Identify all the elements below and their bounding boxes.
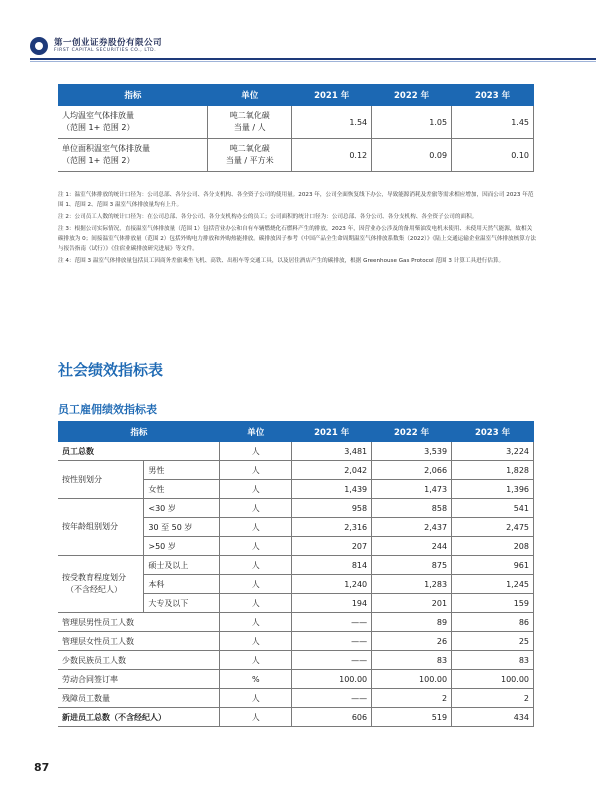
value-2021: 1,240 [292,575,372,594]
value-2023: 208 [452,537,534,556]
row-unit: 人 [220,613,292,632]
table-row [58,106,534,139]
value-2021: 1,439 [292,480,372,499]
row-unit: 人 [220,461,292,480]
row-label: 单位面积温室气体排放量 （范围 1+ 范围 2） [58,139,208,172]
row-unit: 吨二氧化碳 当量 / 平方米 [208,139,292,172]
row-label: <30 岁 [144,499,220,518]
row-unit: 人 [220,651,292,670]
value-2021: 207 [292,537,372,556]
category-label: 按年龄组别划分 [58,499,144,556]
table-row [58,689,534,708]
value-2021: 958 [292,499,372,518]
row-unit: % [220,670,292,689]
value-2021: —— [292,651,372,670]
value-2023: 3,224 [452,442,534,461]
row-label: 30 至 50 岁 [144,518,220,537]
value-2023: 86 [452,613,534,632]
company-name-en: FIRST CAPITAL SECURITIES CO., LTD. [54,47,157,53]
value-2022: 3,539 [372,442,452,461]
row-label: 硕士及以上 [144,556,220,575]
header-2021: 2021 年 [292,421,372,442]
row-unit: 人 [220,594,292,613]
page-number: 87 [34,761,50,774]
sub-title: 员工雇佣绩效指标表 [58,403,157,416]
table-row [58,499,534,518]
header-divider-thin [30,61,596,62]
table-row [58,670,534,689]
emission-intensity-table [58,84,534,172]
value-2022: 2,066 [372,461,452,480]
value-2023: 83 [452,651,534,670]
footnotes [58,190,536,268]
header-divider [30,58,596,60]
category-label: 按性别划分 [58,461,144,499]
value-2021: —— [292,613,372,632]
row-label: 少数民族员工人数 [58,651,220,670]
footnote-1: 注 1：温室气体排放的统计口径为：公司总部、各分公司、各分支机构、各全资子公司的使用量。2023 年，公司全面恢复线下办公，导致能源消耗及差旅等需求相应增加，因而公司 2023 年范围 1、范围 2、范围 3 温室气体排放量均有上升。 [58,192,534,208]
table-row [58,461,534,480]
row-label: 新进员工总数（不含经纪人） [58,708,220,727]
value-2023: 0.10 [452,139,534,172]
value-2023: 2 [452,689,534,708]
row-unit: 吨二氧化碳 当量 / 人 [208,106,292,139]
value-2022: 89 [372,613,452,632]
header-unit: 单位 [208,84,292,106]
value-2022: 0.09 [372,139,452,172]
section-title: 社会绩效指标表 [58,361,164,379]
value-2023: 434 [452,708,534,727]
row-label: 男性 [144,461,220,480]
company-header [30,36,162,56]
row-unit: 人 [220,632,292,651]
row-label: 残障员工数量 [58,689,220,708]
value-2021: 194 [292,594,372,613]
value-2023: 2,475 [452,518,534,537]
row-unit: 人 [220,708,292,727]
row-label: >50 岁 [144,537,220,556]
value-2022: 1,283 [372,575,452,594]
row-unit: 人 [220,480,292,499]
row-label: 大专及以下 [144,594,220,613]
value-2023: 541 [452,499,534,518]
row-label: 劳动合同签订率 [58,670,220,689]
value-2022: 519 [372,708,452,727]
value-2023: 1,245 [452,575,534,594]
value-2023: 25 [452,632,534,651]
company-name-cn: 第一创业证券股份有限公司 [54,37,163,48]
header-2023: 2023 年 [452,421,534,442]
table-row [58,613,534,632]
value-2023: 1,396 [452,480,534,499]
row-label: 员工总数 [58,442,220,461]
value-2021: —— [292,689,372,708]
row-unit: 人 [220,689,292,708]
value-2023: 159 [452,594,534,613]
row-unit: 人 [220,442,292,461]
header-indicator: 指标 [58,84,208,106]
table-row [58,708,534,727]
footnote-2: 注 2：公司员工人数的统计口径为：在公司总部、各分公司、各分支机构办公的员工；公司面积的统计口径为：公司总部、各分公司、各分支机构、各全资子公司的面积。 [58,214,478,220]
table-row [58,556,534,575]
value-2021: 0.12 [292,139,372,172]
value-2023: 961 [452,556,534,575]
table-row [58,442,534,461]
value-2022: 1.05 [372,106,452,139]
table-row [58,632,534,651]
value-2022: 1,473 [372,480,452,499]
header-2023: 2023 年 [452,84,534,106]
table-header-row [58,421,534,442]
value-2022: 2,437 [372,518,452,537]
value-2021: 2,042 [292,461,372,480]
value-2021: 606 [292,708,372,727]
value-2022: 2 [372,689,452,708]
footnote-3: 注 3：根据公司实际情况，直接温室气体排放量（范围 1）包括营业办公和自有车辆燃烧化石燃料产生的排放，2023 年，因营业办公涉及的备用柴油发电机未使用、未使用天然气能源，故相关碳排放为 0；间接温室气体排放量（范围 2）包括外购电力排放和外购热能排放。碳排放因子参考《中国产品全生命周期温室气体排放系数集（2022）》《陆上交通运输企业温室气体排放核算方法与报告指南（试行）》《住宿业碳排放研究进展》等文件。 [58,226,536,252]
value-2021: 1.54 [292,106,372,139]
table-row [58,651,534,670]
value-2022: 858 [372,499,452,518]
value-2021: 2,316 [292,518,372,537]
header-indicator: 指标 [58,421,220,442]
row-label: 本科 [144,575,220,594]
row-unit: 人 [220,575,292,594]
category-label: 按受教育程度划分 （不含经纪人） [58,556,144,613]
value-2022: 83 [372,651,452,670]
value-2022: 26 [372,632,452,651]
row-label: 管理层女性员工人数 [58,632,220,651]
row-label: 管理层男性员工人数 [58,613,220,632]
header-2022: 2022 年 [372,84,452,106]
value-2021: —— [292,632,372,651]
value-2022: 100.00 [372,670,452,689]
company-logo-icon [30,37,48,55]
value-2022: 875 [372,556,452,575]
header-2022: 2022 年 [372,421,452,442]
row-label: 人均温室气体排放量 （范围 1+ 范围 2） [58,106,208,139]
footnote-4: 注 4：范围 3 温室气体排放量包括员工因商务差旅乘坐飞机、高铁、出租车等交通工具，以及居住酒店产生的碳排放，根据 Greenhouse Gas Protocol 范围 3 计算工具进行估算。 [58,258,505,264]
header-unit: 单位 [220,421,292,442]
value-2023: 1.45 [452,106,534,139]
value-2022: 201 [372,594,452,613]
row-unit: 人 [220,499,292,518]
table-row [58,139,534,172]
row-label: 女性 [144,480,220,499]
value-2021: 814 [292,556,372,575]
row-unit: 人 [220,537,292,556]
value-2021: 3,481 [292,442,372,461]
row-unit: 人 [220,556,292,575]
value-2023: 1,828 [452,461,534,480]
table-header-row [58,84,534,106]
value-2021: 100.00 [292,670,372,689]
value-2022: 244 [372,537,452,556]
employment-table [58,421,534,727]
header-2021: 2021 年 [292,84,372,106]
value-2023: 100.00 [452,670,534,689]
row-unit: 人 [220,518,292,537]
